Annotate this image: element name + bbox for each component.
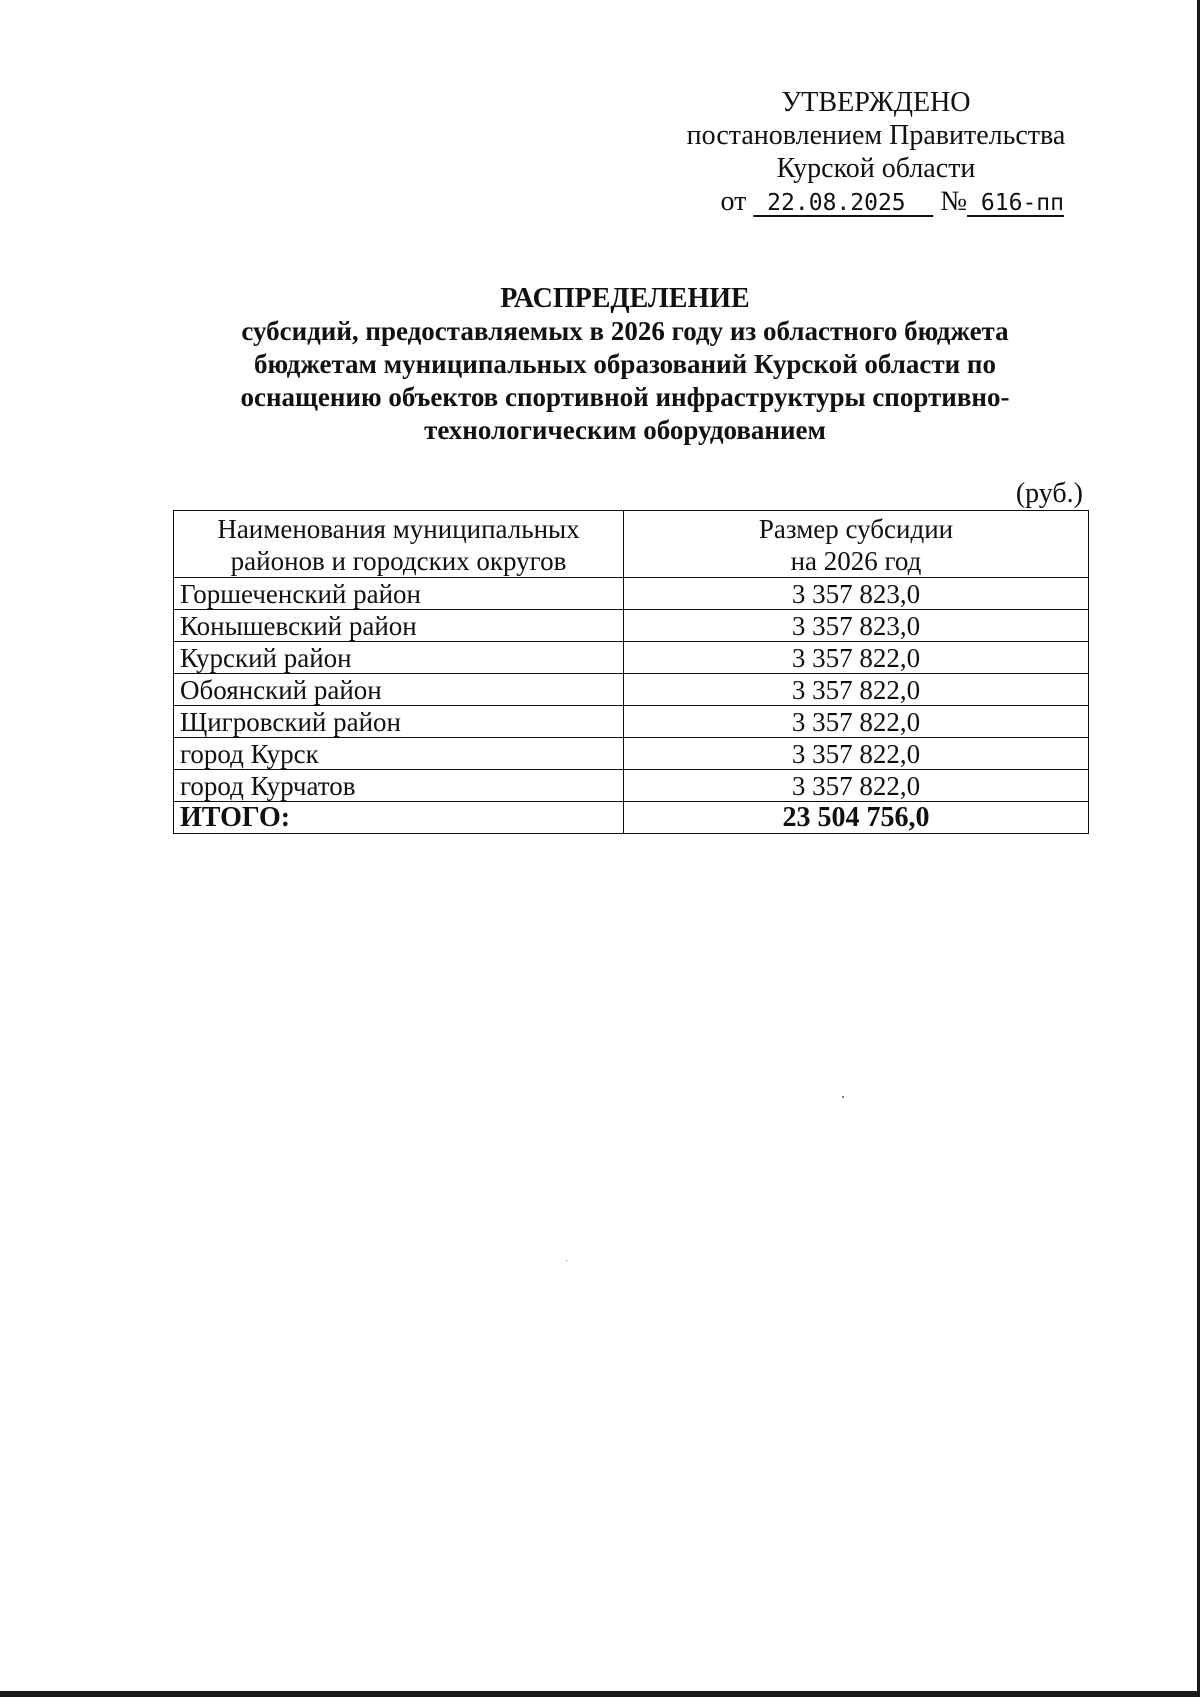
scan-edge-bottom <box>0 1691 1200 1697</box>
table-row <box>174 674 1089 706</box>
subsidy-amount: 3 357 823,0 <box>624 610 1089 642</box>
subsidy-amount: 3 357 822,0 <box>624 738 1089 770</box>
subsidy-amount: 3 357 822,0 <box>624 642 1089 674</box>
scan-speck <box>566 1260 567 1261</box>
approval-title: УТВЕРЖДЕНО <box>781 87 971 118</box>
municipality-name: Конышевский район <box>174 610 624 642</box>
document-heading: РАСПРЕДЕЛЕНИЕ <box>500 283 750 314</box>
municipality-name: Щигровский район <box>174 706 624 738</box>
approval-number: 616-пп <box>967 190 1064 216</box>
municipality-name: город Курск <box>174 738 624 770</box>
subsidy-amount: 3 357 822,0 <box>624 674 1089 706</box>
number-prefix: № <box>940 186 968 217</box>
subsidy-amount: 3 357 822,0 <box>624 770 1089 802</box>
subtitle-line: технологическим оборудованием <box>424 415 826 445</box>
unit-label: (руб.) <box>1015 478 1083 509</box>
approval-date-line <box>676 185 1076 220</box>
total-amount: 23 504 756,0 <box>624 802 1089 834</box>
subtitle-line: оснащению объектов спортивной инфраструктуры спортивно- <box>240 382 1010 412</box>
table-row <box>174 610 1089 642</box>
subtitle-line: бюджетам муниципальных образований Курской области по <box>254 349 996 379</box>
subsidy-amount: 3 357 822,0 <box>624 706 1089 738</box>
date-prefix: от <box>720 186 747 217</box>
table-row <box>174 578 1089 610</box>
table-header-row <box>174 511 1089 578</box>
approval-stamp <box>676 86 1076 220</box>
header-municipality: Наименования муниципальных районов и городских округов <box>174 511 624 578</box>
scan-speck <box>842 1096 844 1098</box>
approval-date: 22.08.2025 <box>753 190 934 216</box>
approval-line-1: постановлением Правительства <box>686 120 1066 151</box>
subsidy-table <box>173 510 1089 834</box>
header-amount: Размер субсидии на 2026 год <box>624 511 1089 578</box>
subtitle-line: субсидий, предоставляемых в 2026 году из областного бюджета <box>241 316 1009 346</box>
municipality-name: Курский район <box>174 642 624 674</box>
total-row <box>174 802 1089 834</box>
table-row <box>174 706 1089 738</box>
table-row <box>174 642 1089 674</box>
table-row <box>174 770 1089 802</box>
total-label: ИТОГО: <box>174 802 624 834</box>
municipality-name: Горшеченский район <box>174 578 624 610</box>
municipality-name: Обоянский район <box>174 674 624 706</box>
document-title <box>180 282 1070 447</box>
municipality-name: город Курчатов <box>174 770 624 802</box>
approval-line-2: Курской области <box>776 153 976 184</box>
table-row <box>174 738 1089 770</box>
subsidy-amount: 3 357 823,0 <box>624 578 1089 610</box>
